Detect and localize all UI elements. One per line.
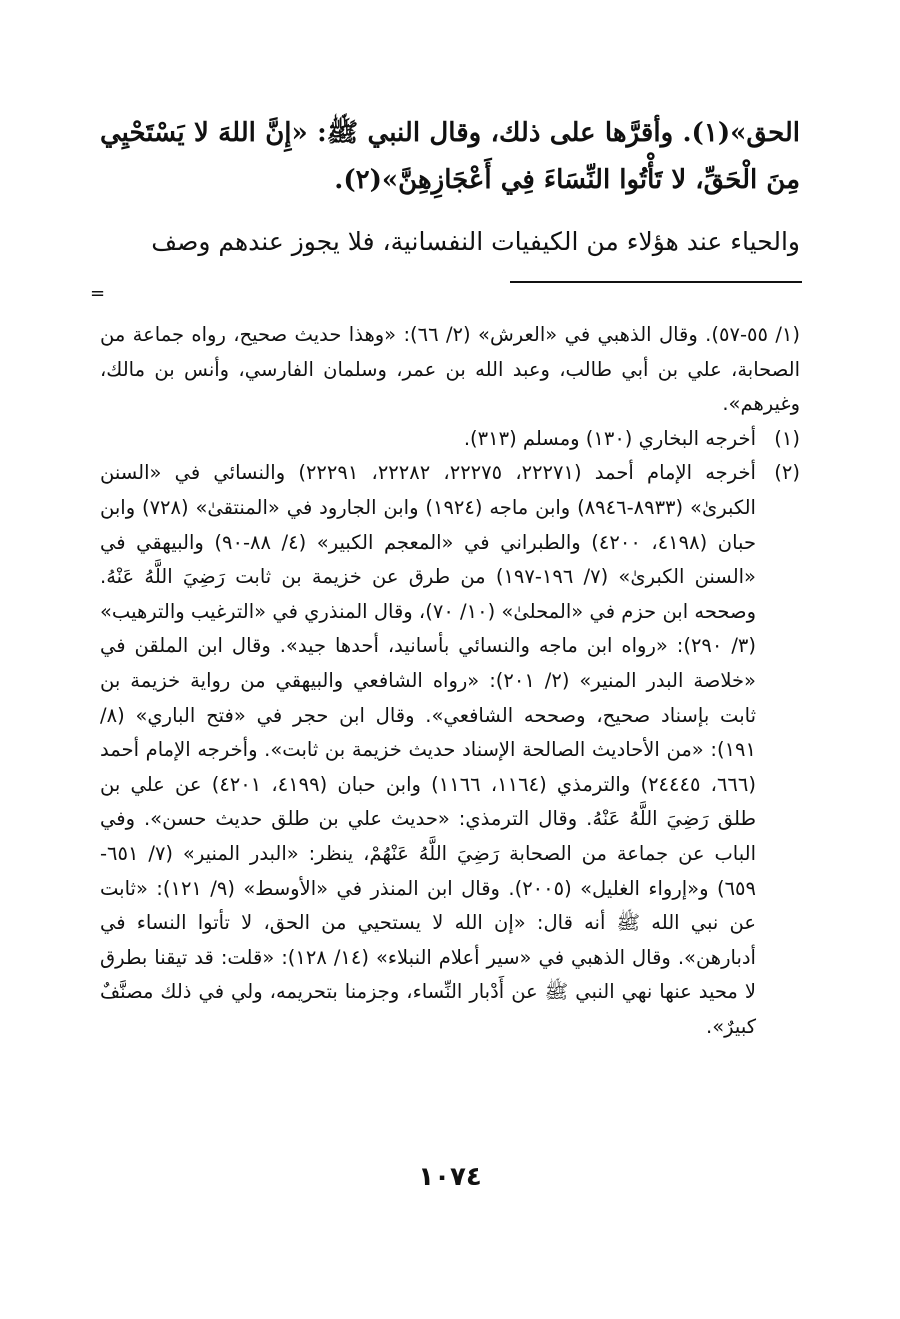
footnote-item: [100, 456, 800, 1044]
footnote-text: أخرجه البخاري (١٣٠) ومسلم (٣١٣).: [463, 426, 756, 450]
footnote-item: [100, 422, 800, 457]
footnote-continuation: (١/ ٥٥-٥٧). وقال الذهبي في «العرش» (٢/ ٦٦): «وهذا حديث صحيح، رواه جماعة من الصحابة، علي بن أبي طالب، وعبد الله بن عمر، وسلمان الفارسي، وأنس بن مالك، وغيرهم».: [100, 323, 800, 416]
page-number: ١٠٧٤: [418, 1162, 482, 1192]
footnote-continuation-mark: =: [90, 283, 106, 304]
footnotes: [100, 318, 800, 1044]
footnote-text: أخرجه الإمام أحمد (٢٢٢٧١، ٢٢٢٧٥، ٢٢٢٨٢، ٢٢٢٩١) والنسائي في «السنن الكبرىٰ» (٨٩٣٣-٨٩٤٦) وابن ماجه (١٩٢٤) وابن الجارود في «المنتقىٰ» (٧٢٨) وابن حبان (٤١٩٨، ٤٢٠٠) والطبراني في «المعجم الكبير» (٤/ ٨٨-٩٠) والبيهقي في «السنن الكبرىٰ» (٧/ ١٩٦-١٩٧) من طرق عن خزيمة بن ثابت رَضِيَ اللَّهُ عَنْهُ. وصححه ابن حزم في «المحلىٰ» (١٠/ ٧٠)، وقال المنذري في «الترغيب والترهيب» (٣/ ٢٩٠): «رواه ابن ماجه والنسائي بأسانيد، أحدها جيد». وقال ابن الملقن في «خلاصة البدر المنير» (٢/ ٢٠١): «رواه الشافعي والبيهقي من رواية خزيمة بن ثابت بإسناد صحيح، وصححه الشافعي». وقال ابن حجر في «فتح الباري» (٨/ ١٩١): «من الأحاديث الصالحة الإسناد حديث خزيمة بن ثابت». وأخرجه الإمام أحمد (٦٦٦، ٢٤٤٤٥) والترمذي (١١٦٤، ١١٦٦) وابن حبان (٤١٩٩، ٤٢٠١) عن علي بن طلق رَضِيَ اللَّهُ عَنْهُ. وقال الترمذي: «حديث علي بن طلق حديث حسن». وفي الباب عن جماعة من الصحابة رَضِيَ اللَّهُ عَنْهُمْ، ينظر: «البدر المنير» (٧/ ٦٥١- ٦٥٩) و«إرواء الغليل» (٢٠٠٥). وقال ابن المنذر في «الأوسط» (٩/ ١٢١): «ثابت عن نبي الله ﷺ أنه قال: «إن الله لا يستحيي من الحق، لا تأتوا النساء في أدبارهن». وقال الذهبي في «سير أعلام النبلاء» (١٤/ ١٢٨): «قلت: قد تيقنا بطرق لا محيد عنها نهي النبي ﷺ عن أَدْبار النِّساء، وجزمنا بتحريمه، ولي في ذلك مصنَّفٌ كبيرٌ».: [100, 461, 756, 1038]
footnote-number: (٢): [774, 461, 800, 485]
main-paragraph-2: والحياء عند هؤلاء من الكيفيات النفسانية، فلا يجوز عندهم وصف: [151, 227, 800, 256]
main-paragraph-1: الحق»(١). وأقرَّها على ذلك، وقال النبي ﷺ: «إِنَّ اللهَ لا يَسْتَحْيِي مِنَ الْحَقِّ، لا تَأْتُوا النِّسَاءَ فِي أَعْجَازِهِنَّ»(٢).: [100, 118, 800, 195]
footnote-divider: [510, 281, 802, 283]
footnote-number: (١): [774, 426, 800, 450]
main-text: [100, 110, 800, 265]
